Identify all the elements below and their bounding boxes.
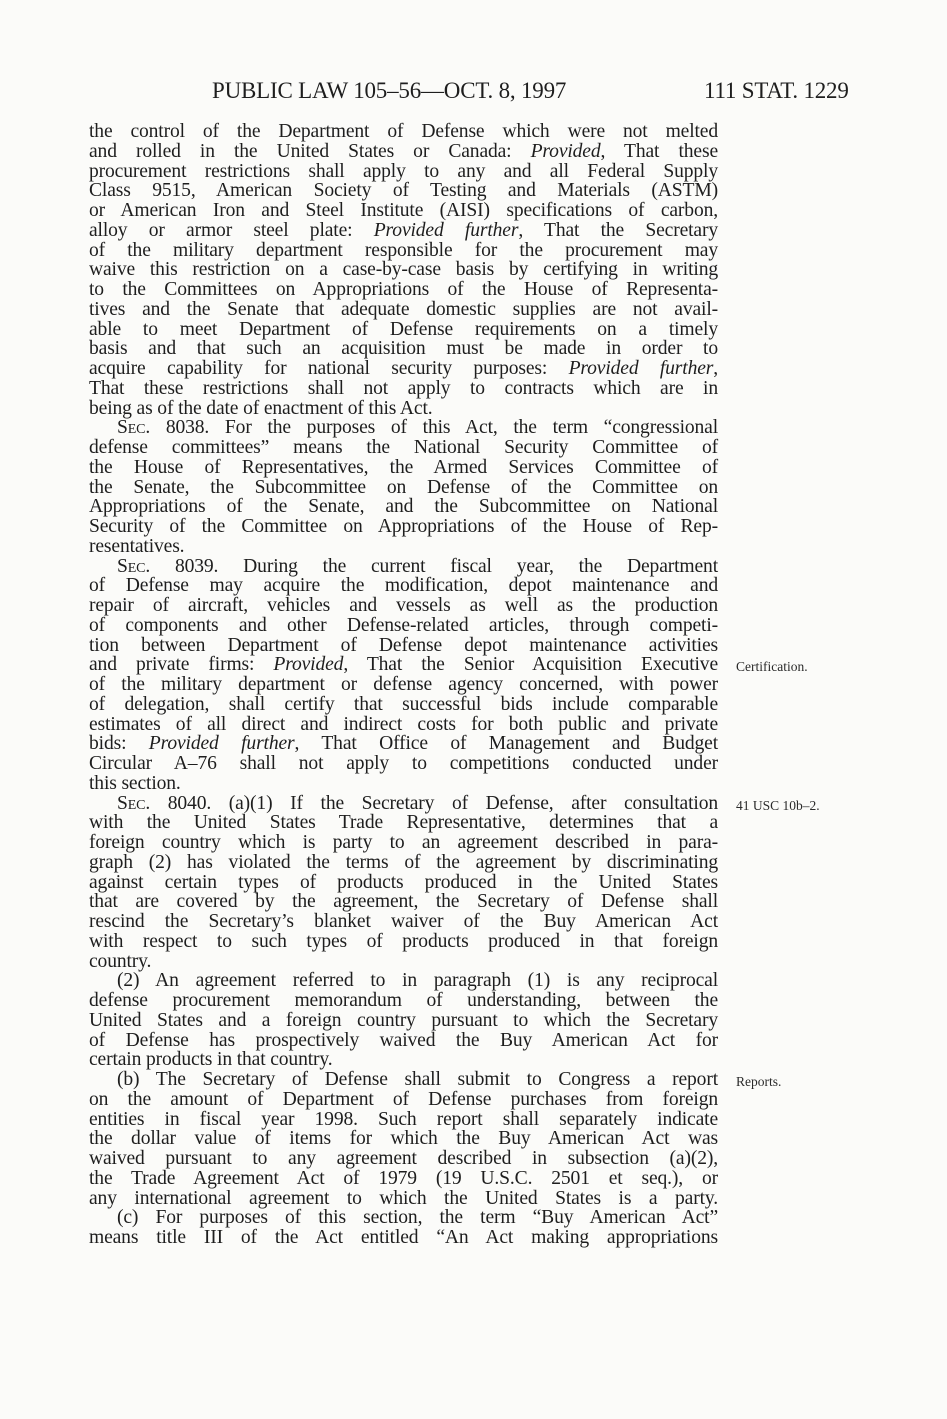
text-line <box>89 1129 718 1149</box>
text-line <box>89 596 718 616</box>
proviso-italic: Provided further <box>568 358 714 379</box>
line-text: of components and other Defense-related articles, through competi- <box>89 614 718 636</box>
section-label: Sec <box>117 792 146 814</box>
text-line <box>89 853 718 873</box>
line-text: the House of Representatives, the Armed Services Committee of <box>89 456 718 478</box>
line-text: waived pursuant to any agreement described in subsection (a)(2), <box>89 1148 718 1169</box>
statute-page-reference: 111 STAT. 1229 <box>704 78 849 103</box>
text-line <box>89 142 718 162</box>
text-line <box>89 418 718 438</box>
text-line <box>89 1149 718 1169</box>
line-text: (2) An agreement referred to in paragraph (1) is any reciprocal <box>117 970 718 992</box>
text-line <box>89 201 718 221</box>
line-text-rest: , That the Senior Acquisition Executive <box>343 654 718 676</box>
line-text: Class 9515, American Society of Testing and Materials (ASTM) <box>89 180 718 202</box>
text-line <box>89 557 718 577</box>
text-line <box>89 1011 718 1031</box>
text-line <box>89 813 718 833</box>
line-text: bids: <box>89 733 149 755</box>
line-text: United States and a foreign country pursuant to which the Secretary <box>89 1009 718 1031</box>
text-line <box>89 1050 718 1070</box>
proviso-italic: Provided further <box>148 733 295 755</box>
line-text: that are covered by the agreement, the Secretary of Defense shall <box>89 891 718 913</box>
line-text: certain products in that country. <box>89 1049 333 1071</box>
running-title: PUBLIC LAW 105–56—OCT. 8, 1997 <box>212 78 567 103</box>
line-text: defense procurement memorandum of understanding, between the <box>89 990 718 1011</box>
line-text: and rolled in the United States or Canada: <box>89 140 531 162</box>
text-line <box>89 695 718 715</box>
line-text: of Defense has prospectively waived the Buy American Act for <box>89 1029 718 1051</box>
line-text-rest: , That the Secretary <box>518 219 718 241</box>
line-text: basis and that such an acquisition must be made in order to <box>89 338 718 360</box>
line-text: defense committees” means the National Security Committee of <box>89 437 718 458</box>
text-line <box>89 458 718 478</box>
proviso-italic: Provided <box>273 654 344 676</box>
line-text: Appropriations of the Senate, and the Subcommittee on National <box>89 496 718 518</box>
line-text: . 8040. (a)(1) If the Secretary of Defense, after consultation <box>145 792 718 814</box>
line-text-rest: , <box>713 358 718 379</box>
text-line <box>89 715 718 735</box>
text-line <box>89 438 718 458</box>
line-text: of Defense may acquire the modification, depot maintenance and <box>89 575 718 597</box>
line-text: . 8038. For the purposes of this Act, the term “congressional <box>145 417 718 439</box>
text-line <box>89 636 718 656</box>
text-line <box>89 359 718 379</box>
line-text: rescind the Secretary’s blanket waiver of the Buy American Act <box>89 911 718 932</box>
line-text: foreign country which is party to an agreement described in para- <box>89 832 718 853</box>
text-line <box>89 1169 718 1189</box>
text-line <box>89 1070 718 1090</box>
line-text: of the military department or defense agency concerned, with power <box>89 674 718 695</box>
line-text: the dollar value of items for which the Buy American Act was <box>89 1128 718 1150</box>
text-line <box>89 892 718 912</box>
line-text: estimates of all direct and indirect costs for both public and private <box>89 713 718 735</box>
line-text: (c) For purposes of this section, the term “Buy American Act” <box>117 1207 718 1229</box>
proviso-italic: Provided <box>530 140 601 162</box>
line-text: against certain types of products produced in the United States <box>89 871 718 893</box>
line-text: of the military department responsible for the procurement may <box>89 239 718 261</box>
text-line <box>89 616 718 636</box>
text-line <box>89 1208 718 1228</box>
text-line <box>89 181 718 201</box>
line-text: and private firms: <box>89 654 274 676</box>
margin-note: Certification. <box>736 659 808 675</box>
line-text: with respect to such types of products produced in that foreign <box>89 930 718 952</box>
line-text: repair of aircraft, vehicles and vessels as well as the production <box>89 595 718 616</box>
section-label: Sec <box>117 417 146 439</box>
text-line <box>89 971 718 991</box>
text-line <box>89 734 718 754</box>
line-text: of delegation, shall certify that successful bids include comparable <box>89 693 718 715</box>
text-line <box>89 260 718 280</box>
text-line <box>89 576 718 596</box>
line-text: the control of the Department of Defense which were not melted <box>89 121 718 142</box>
text-line <box>89 379 718 399</box>
line-text: . 8039. During the current fiscal year, the Department <box>145 555 718 577</box>
line-text: or American Iron and Steel Institute (AISI) specifications of carbon, <box>89 200 718 221</box>
text-line <box>89 655 718 675</box>
line-text: That these restrictions shall not apply to contracts which are in <box>89 377 718 399</box>
line-text: Circular A–76 shall not apply to competitions conducted under <box>89 753 718 774</box>
line-text: resentatives. <box>89 535 185 557</box>
line-text: tives and the Senate that adequate domestic supplies are not avail- <box>89 298 718 320</box>
text-line <box>89 833 718 853</box>
text-line <box>89 300 718 320</box>
text-line <box>89 912 718 932</box>
margin-note: Reports. <box>736 1074 782 1089</box>
line-text: waive this restriction on a case-by-case basis by certifying in writing <box>89 259 718 281</box>
body-text <box>89 122 718 1248</box>
text-line <box>89 497 718 517</box>
text-line <box>89 339 718 359</box>
text-line <box>89 794 718 814</box>
line-text: acquire capability for national security purposes: <box>89 358 569 379</box>
text-line <box>89 1189 718 1209</box>
text-line <box>89 280 718 300</box>
line-text: being as of the date of enactment of this Act. <box>89 397 433 419</box>
text-line <box>89 675 718 695</box>
line-text: the Trade Agreement Act of 1979 (19 U.S.C. 2501 et seq.), or <box>89 1167 718 1189</box>
text-line <box>89 991 718 1011</box>
page-header <box>0 78 947 108</box>
text-line <box>89 517 718 537</box>
line-text: country. <box>89 950 152 972</box>
section-label: Sec <box>117 555 146 577</box>
line-text: entities in fiscal year 1998. Such report shall separately indicate <box>89 1108 718 1130</box>
line-text: Security of the Committee on Appropriations of the House of Rep- <box>89 516 718 537</box>
line-text-rest: , That Office of Management and Budget <box>294 733 718 755</box>
line-text: means title III of the Act entitled “An Act making appropriations <box>89 1227 718 1248</box>
text-line <box>89 932 718 952</box>
text-line <box>89 1090 718 1110</box>
line-text: able to meet Department of Defense requirements on a timely <box>89 318 718 340</box>
text-line <box>89 873 718 893</box>
text-line <box>89 122 718 142</box>
text-line <box>89 1228 718 1248</box>
line-text: with the United States Trade Representative, determines that a <box>89 812 718 834</box>
text-line <box>89 478 718 498</box>
text-line <box>89 952 718 972</box>
line-text: on the amount of Department of Defense purchases from foreign <box>89 1088 718 1110</box>
text-line <box>89 774 718 794</box>
line-text: (b) The Secretary of Defense shall submit to Congress a report <box>117 1069 718 1090</box>
line-text: alloy or armor steel plate: <box>89 219 374 241</box>
text-line <box>89 221 718 241</box>
line-text: to the Committees on Appropriations of the House of Representa- <box>89 279 718 300</box>
line-text-rest: , That these <box>600 140 718 162</box>
line-text: any international agreement to which the United States is a party. <box>89 1187 718 1209</box>
margin-note: 41 USC 10b–2. <box>736 797 820 813</box>
text-line <box>89 537 718 557</box>
line-text: tion between Department of Defense depot maintenance activities <box>89 634 718 656</box>
line-text: the Senate, the Subcommittee on Defense of the Committee on <box>89 476 718 498</box>
proviso-italic: Provided further <box>373 219 519 241</box>
text-line <box>89 1031 718 1051</box>
text-line <box>89 241 718 261</box>
text-line <box>89 754 718 774</box>
line-text: this section. <box>89 772 181 794</box>
line-text: procurement restrictions shall apply to any and all Federal Supply <box>89 160 718 182</box>
text-line <box>89 399 718 419</box>
text-line <box>89 162 718 182</box>
text-line <box>89 320 718 340</box>
line-text: graph (2) has violated the terms of the agreement by discriminating <box>89 851 718 873</box>
text-line <box>89 1110 718 1130</box>
